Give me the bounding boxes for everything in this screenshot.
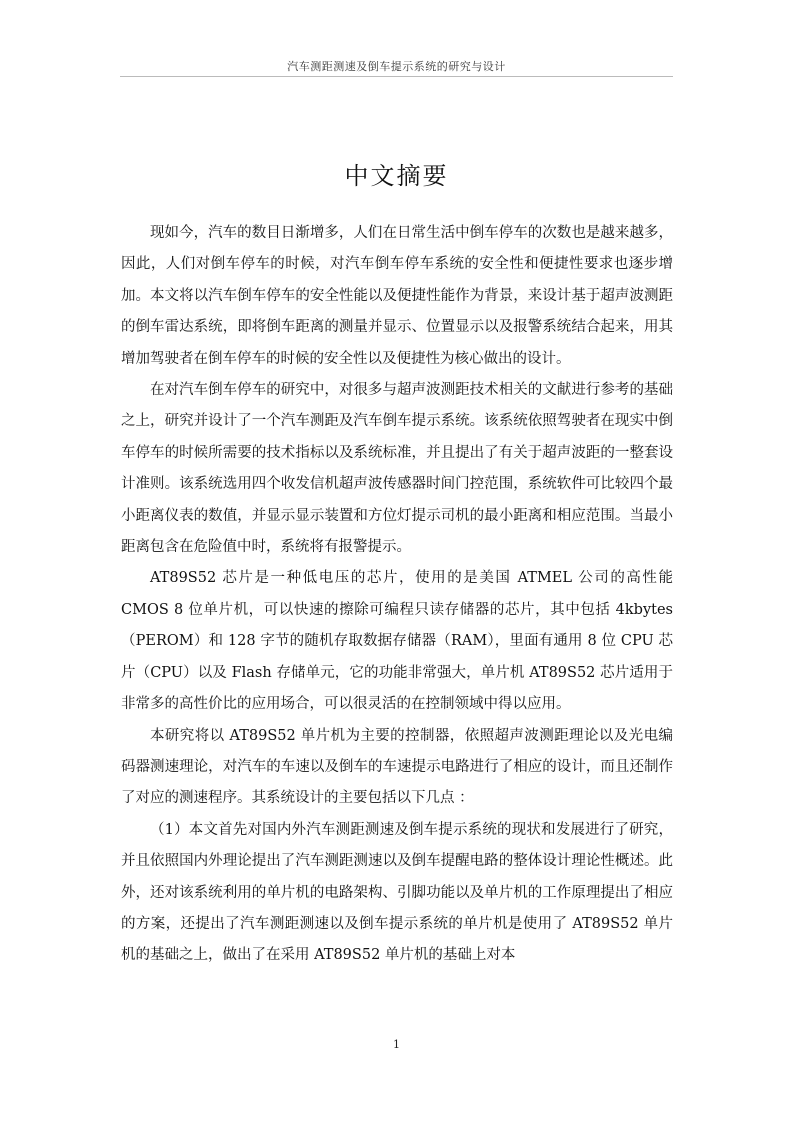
header-rule: [120, 76, 673, 77]
paragraph: 现如今，汽车的数目日渐增多，人们在日常生活中倒车停车的次数也是越来越多，因此，人们对倒车停车的时候，对汽车倒车停车系统的安全性和便捷性要求也逐步增加。本文将以汽车倒车停车的安全性能以及便捷性能作为背景，来设计基于超声波测距的倒车雷达系统，即将倒车距离的测量并显示、位置显示以及报警系统结合起来，用其增加驾驶者在倒车停车的时候的安全性以及便捷性为核心做出的设计。: [121, 225, 673, 367]
paragraph: AT89S52 芯片是一种低电压的芯片，使用的是美国 ATMEL 公司的高性能 CMOS 8 位单片机，可以快速的擦除可编程只读存储器的芯片，其中包括 4kbytes（PEROM）和 128 字节的随机存取数据存储器（RAM），里面有通用 8 位 CPU 芯片（CPU）以及 Flash 存储单元，它的功能非常强大，单片机 AT89S52 芯片适用于非常多的高性价比的应用场合，可以很灵活的在控制领域中得以应用。: [121, 570, 673, 713]
paragraph: （1）本文首先对国内外汽车测距测速及倒车提示系统的现状和发展进行了研究，并且依照国内外理论提出了汽车测距测速以及倒车提醒电路的整体设计理论性概述。此外，还对该系统利用的单片机的电路架构、引脚功能以及单片机的工作原理提出了相应的方案，还提出了汽车测距测速以及倒车提示系统的单片机是使用了 AT89S52 单片机的基础之上，做出了在采用 AT89S52 单片机的基础上对本: [121, 821, 673, 964]
abstract-body: [121, 218, 673, 972]
paragraph: 本研究将以 AT89S52 单片机为主要的控制器，依照超声波测距理论以及光电编码器测速理论，对汽车的车速以及倒车的车速提示电路进行了相应的设计，而且还制作了对应的测速程序。其系统设计的主要包括以下几点 ：: [121, 727, 673, 807]
running-header: 汽车测距测速及倒车提示系统的研究与设计: [287, 60, 506, 73]
paragraph: 在对汽车倒车停车的研究中，对很多与超声波测距技术相关的文献进行参考的基础之上，研究并设计了一个汽车测距及汽车倒车提示系统。该系统依照驾驶者在现实中倒车停车的时候所需要的技术指标以及系统标准，并且提出了有关于超声波距的一整套设计准则。该系统选用四个收发信机超声波传感器时间门控范围，系统软件可比较四个最小距离仪表的数值，并显示显示装置和方位灯提示司机的最小距离和相应范围。当最小距离包含在危险值中时，系统将有报警提示。: [121, 382, 673, 556]
page-title: 中文摘要: [344, 162, 449, 190]
page-number: 1: [393, 1038, 400, 1051]
